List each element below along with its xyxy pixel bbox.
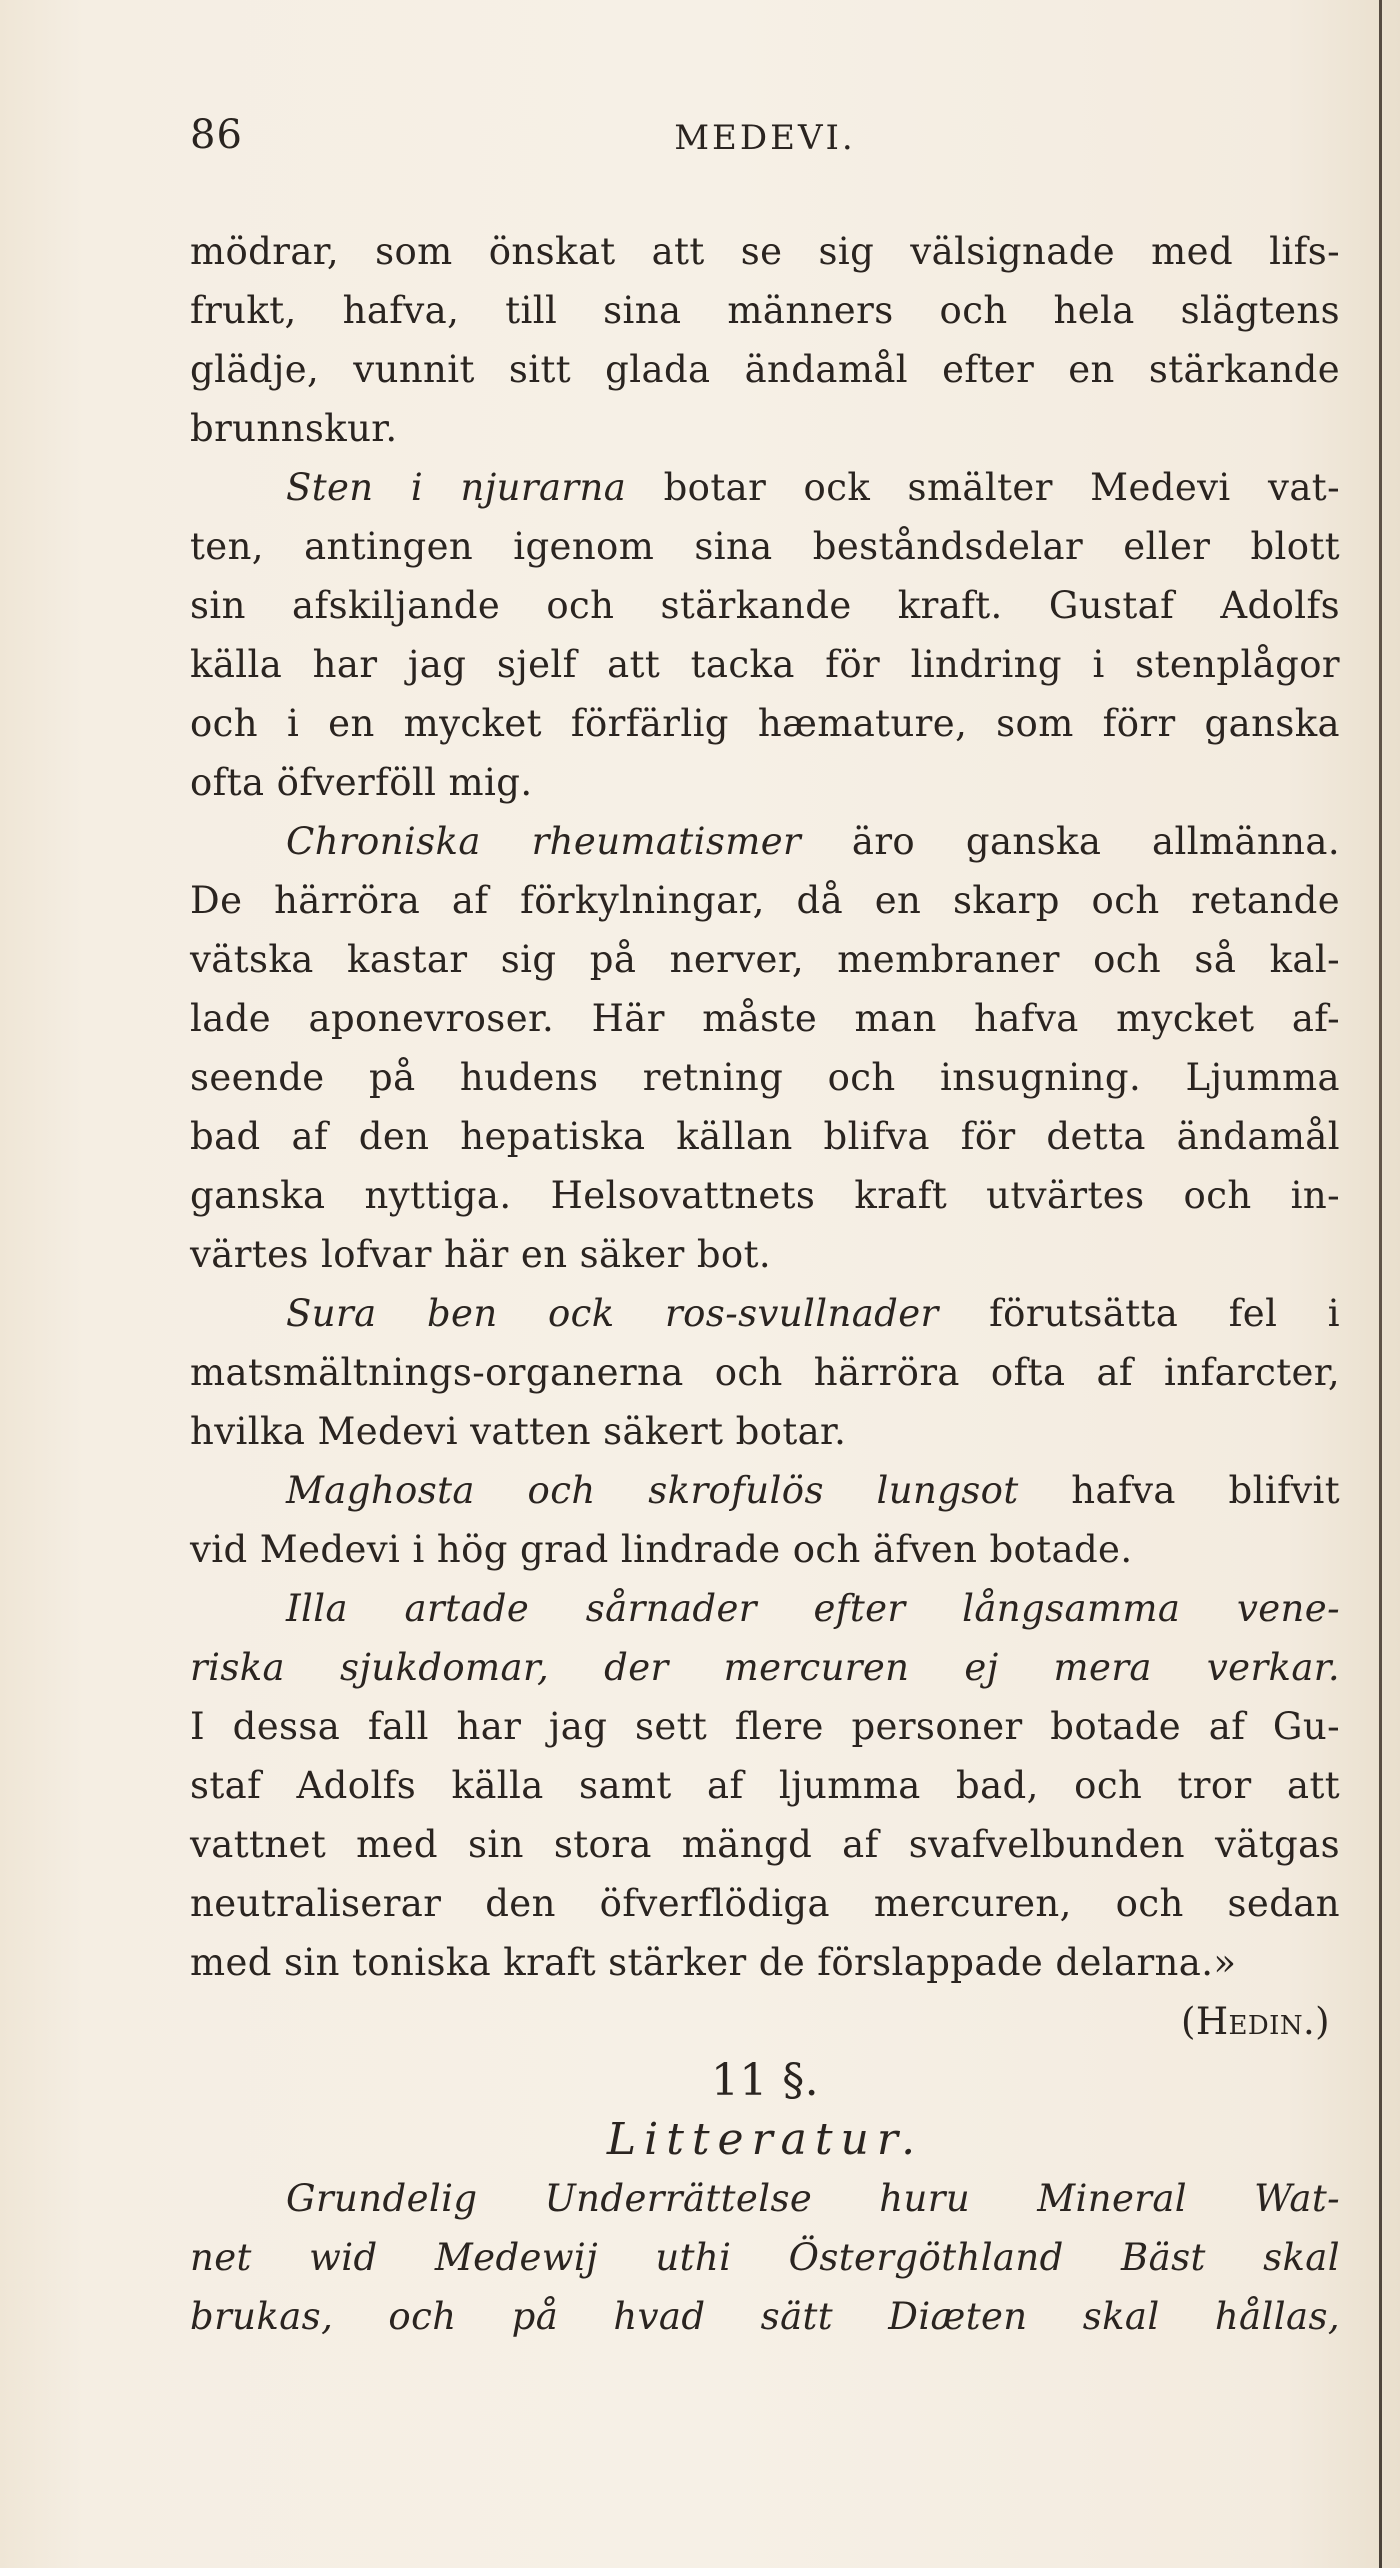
page-edge-shadow [1379,0,1382,2568]
text-line: De härröra af förkylningar, då en skarp och retande [190,879,1340,922]
text-line: Maghosta och skrofulös lungsot hafva blifvit [286,1469,1340,1512]
text-line: lade aponevroser. Här måste man hafva mycket af- [190,997,1340,1040]
text-line: neutraliserar den öfverflödiga mercuren, och sedan [190,1882,1340,1925]
text-line: vätska kastar sig på nerver, membraner och så kal- [190,938,1340,981]
text-line: brukas, och på hvad sätt Diæten skal hållas, [190,2295,1340,2338]
running-title: MEDEVI. [674,118,856,158]
text-line: frukt, hafva, till sina männers och hela slägtens [190,289,1340,332]
text-line: staf Adolfs källa samt af ljumma bad, och tror att [190,1764,1340,1807]
section-title: Litteratur. [606,2114,924,2165]
text-line: sin afskiljande och stärkande kraft. Gustaf Adolfs [190,584,1340,627]
page-number: 86 [190,112,243,158]
text-line: seende på hudens retning och insugning. Ljumma [190,1056,1340,1099]
body-text [190,222,1340,2346]
text-line: I dessa fall har jag sett flere personer botade af Gu- [190,1705,1340,1748]
italic-term: Sura ben ock ros-svullnader [286,1292,939,1335]
author-signature: (Hedin.) [1181,2000,1330,2043]
text-line: matsmältnings-organerna och härröra ofta af infarcter, [190,1351,1340,1394]
text-line: ten, antingen igenom sina beståndsdelar eller blott [190,525,1340,568]
italic-term: Maghosta och skrofulös lungsot [286,1469,1019,1512]
section-number: 11 §. [711,2055,819,2106]
text-line: glädje, vunnit sitt glada ändamål efter en stärkande [190,348,1340,391]
text-line: net wid Medewij uthi Östergöthland Bäst skal [190,2236,1340,2279]
text-line: ofta öfverföll mig. [190,761,533,804]
page-header [190,112,1340,182]
text-line: riska sjukdomar, der mercuren ej mera verkar. [190,1646,1340,1689]
italic-term: Chroniska rheumatismer [286,820,802,863]
text-line: värtes lofvar här en säker bot. [190,1233,772,1276]
italic-term: Sten i njurarna [286,466,627,509]
text-line: med sin toniska kraft stärker de förslappade delarna.» [190,1941,1237,1984]
text-line: bad af den hepatiska källan blifva för detta ändamål [190,1115,1340,1158]
text-line: Sten i njurarna botar ock smälter Medevi vat- [286,466,1340,509]
text-line: källa har jag sjelf att tacka för lindring i stenplågor [190,643,1340,686]
text-line: hvilka Medevi vatten säkert botar. [190,1410,847,1453]
text-line: Chroniska rheumatismer äro ganska allmänna. [286,820,1340,863]
text-line: mödrar, som önskat att se sig välsignade med lifs- [190,230,1340,273]
text-line: Illa artade sårnader efter långsamma vene- [286,1587,1340,1630]
text-line: Sura ben ock ros-svullnader förutsätta fel i [286,1292,1340,1335]
text-line: och i en mycket förfärlig hæmature, som förr ganska [190,702,1340,745]
text-line: vattnet med sin stora mängd af svafvelbunden vätgas [190,1823,1340,1866]
text-line: ganska nyttiga. Helsovattnets kraft utvärtes och in- [190,1174,1340,1217]
text-line: Grundelig Underrättelse huru Mineral Wat- [286,2177,1340,2220]
text-line: brunnskur. [190,407,398,450]
text-line: vid Medevi i hög grad lindrade och äfven botade. [190,1528,1133,1571]
